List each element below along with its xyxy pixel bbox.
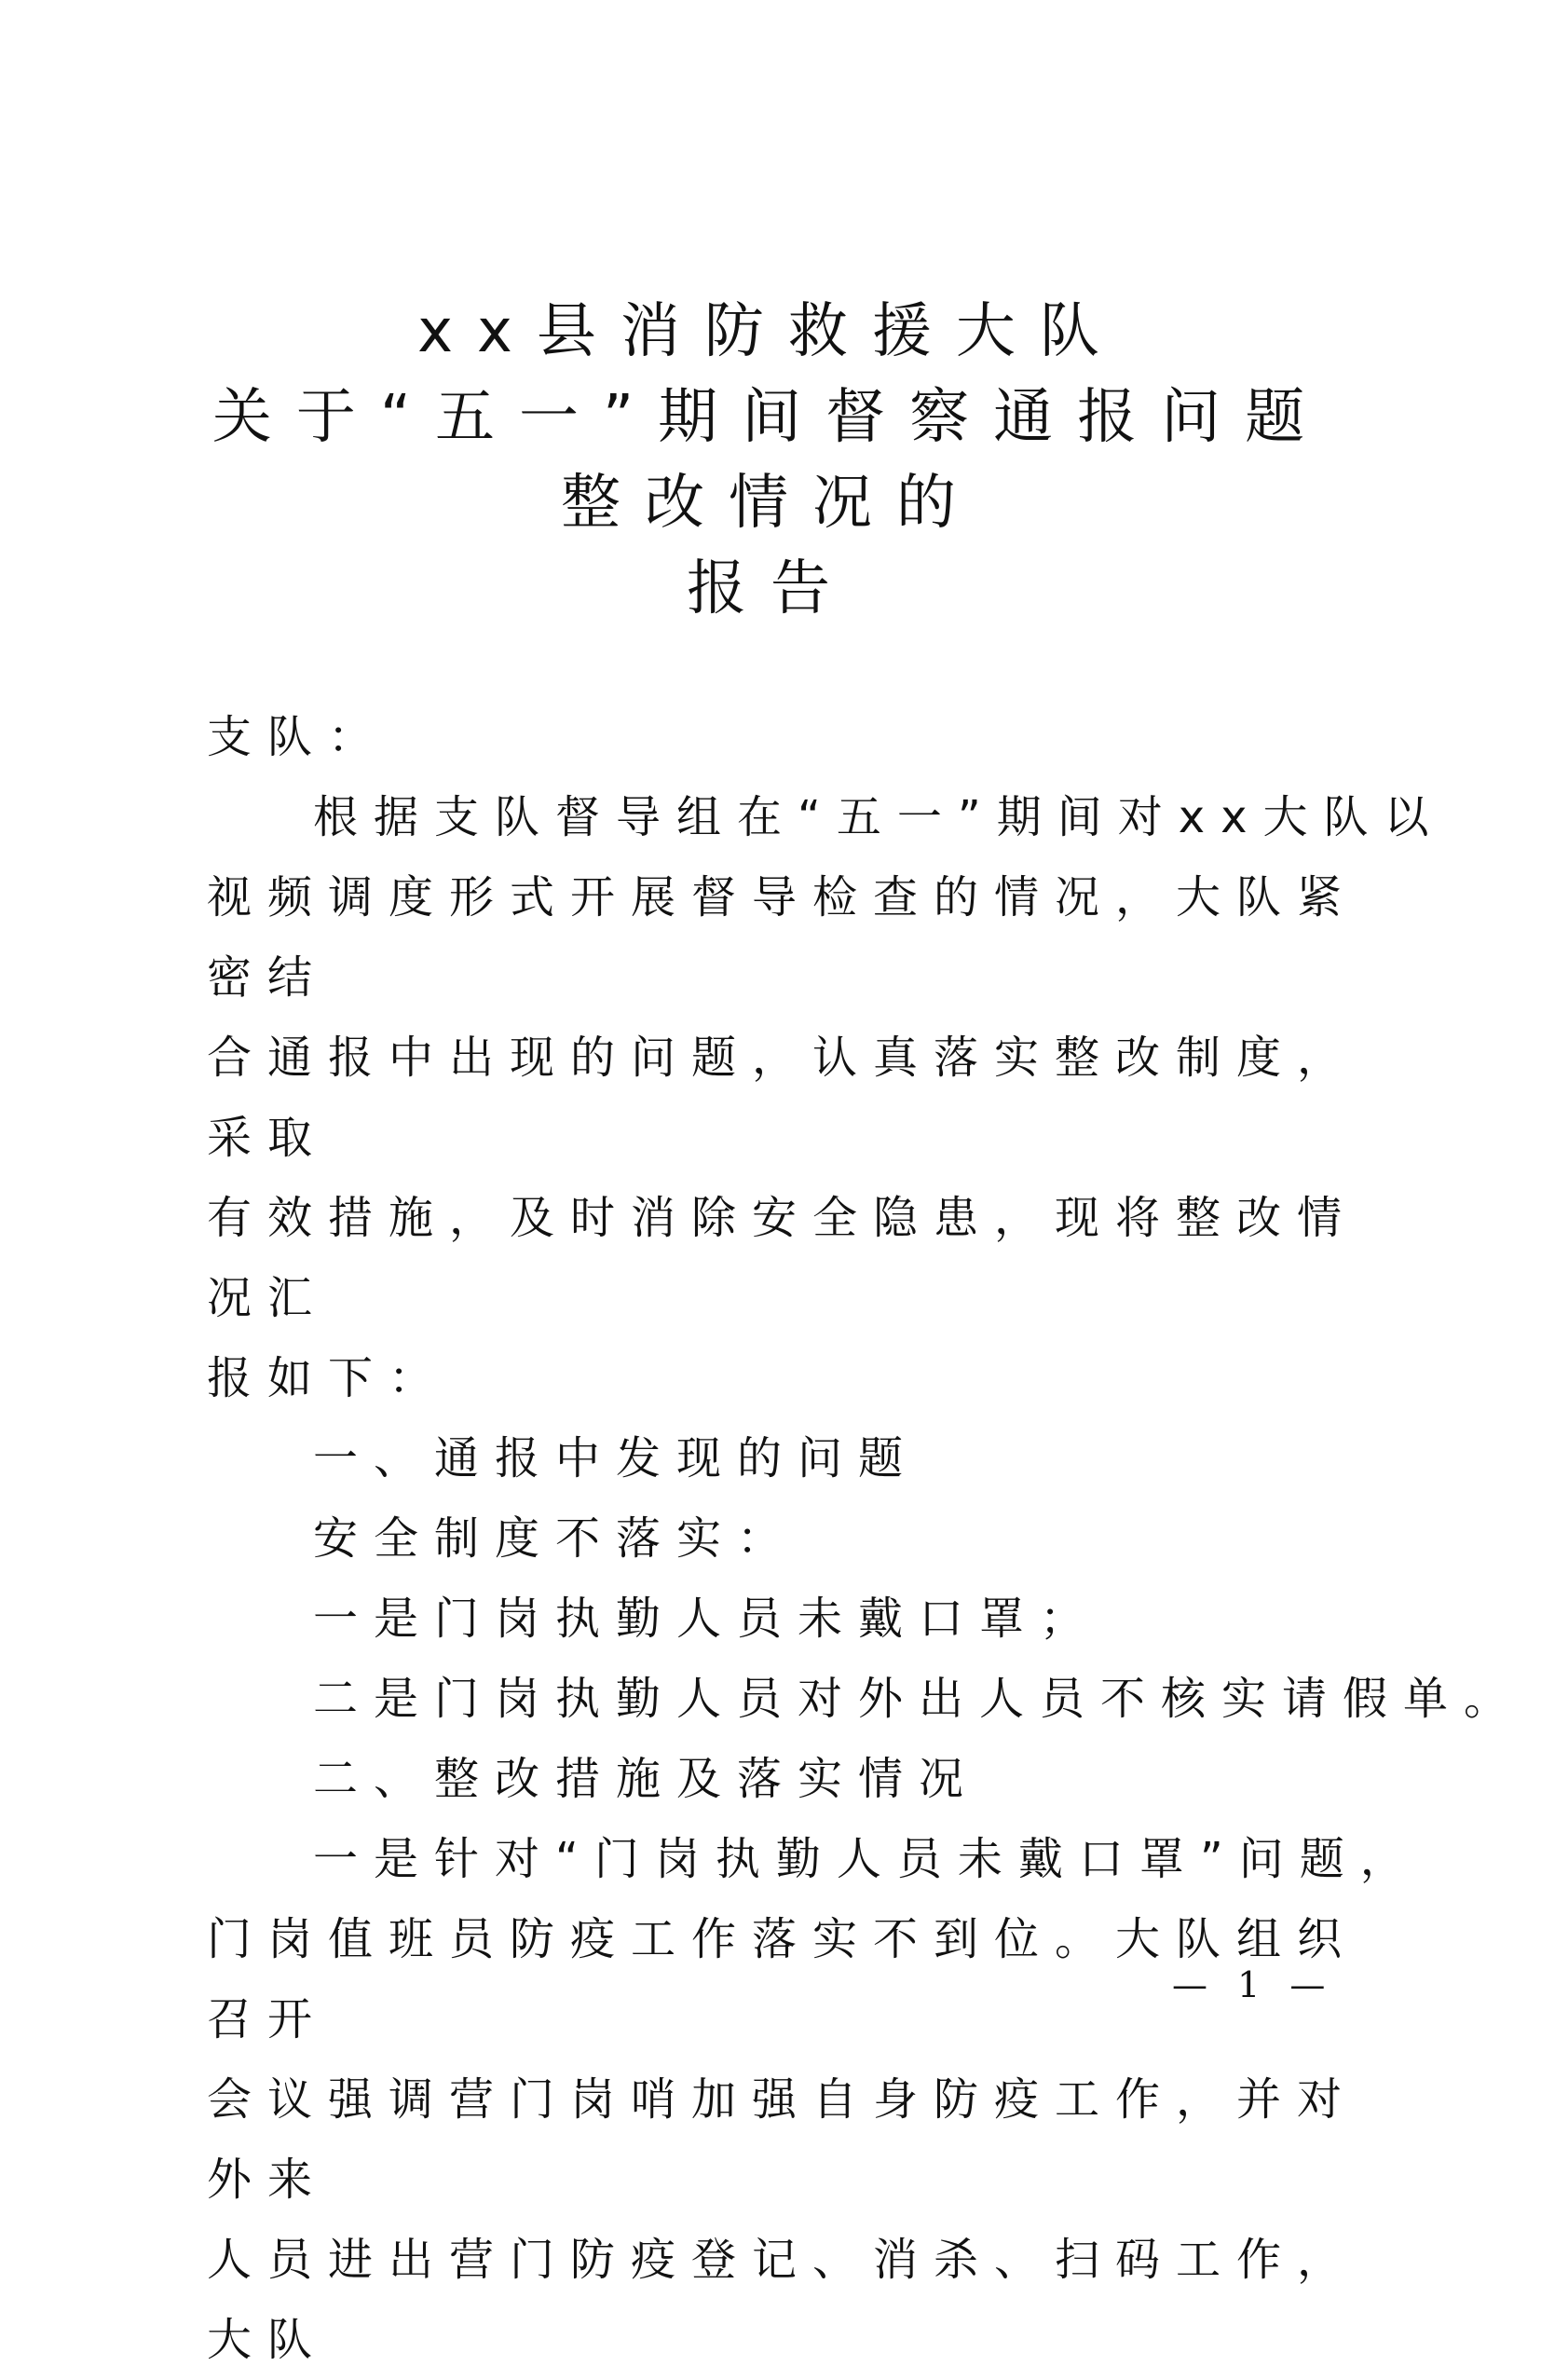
- problem-item-1: 一是门岗执勤人员未戴口罩；: [313, 1593, 1101, 1645]
- problem-item-2: 二是门岗执勤人员对外出人员不核实请假单。: [313, 1673, 1525, 1725]
- title-line-1: xx县消防救援大队: [417, 297, 1124, 366]
- document-title: [0, 289, 1541, 632]
- problem-category: 安全制度不落实：: [313, 1512, 798, 1565]
- body-line-3: 合通报中出现的问题，认真落实整改制度，采取: [207, 1032, 1358, 1164]
- page-number: — 1 —: [1172, 1964, 1335, 2005]
- title-line-4: 报告: [687, 554, 854, 623]
- title-line-2: 关于“五一”期间督察通报问题: [211, 383, 1330, 452]
- measure-line-3: 会议强调营门岗哨加强自身防疫工作，并对外来: [207, 2073, 1358, 2206]
- document-body: [207, 697, 1525, 2380]
- section-heading-2: 二、整改措施及落实情况: [313, 1753, 980, 1805]
- body-line-5: 报如下：: [207, 1352, 450, 1404]
- measure-line-2: 门岗值班员防疫工作落实不到位。大队组织召开: [207, 1913, 1358, 2045]
- body-line-1: 根据支队督导组在“五一”期间对xx大队以: [313, 791, 1445, 843]
- body-line-2: 视频调度形式开展督导检查的情况，大队紧密结: [207, 871, 1358, 1004]
- measure-line-4: 人员进出营门防疫登记、消杀、扫码工作，大队: [207, 2234, 1358, 2366]
- title-line-3: 整改情况的: [561, 469, 980, 538]
- section-heading-1: 一、通报中发现的问题: [313, 1432, 920, 1484]
- salutation: 支队：: [207, 711, 389, 763]
- measure-line-1: 一是针对“门岗执勤人员未戴口罩”问题，: [313, 1833, 1421, 1885]
- body-line-4: 有效措施，及时消除安全隐患，现将整改情况汇: [207, 1192, 1358, 1324]
